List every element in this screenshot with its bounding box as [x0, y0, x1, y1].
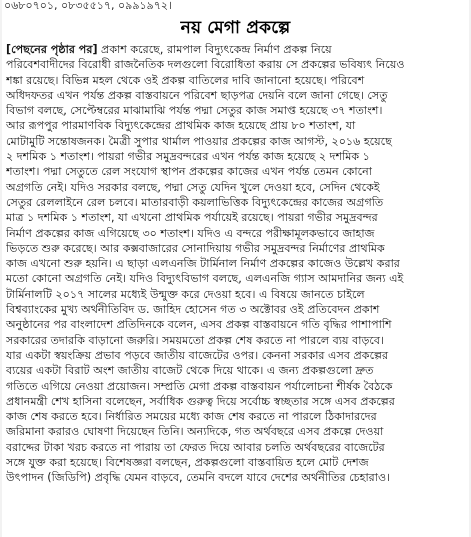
article-line-7: মোটামুটি সন্তোষজনক। মৈত্রী সুপার থার্মাল পাওয়ার প্রকল্পের কাজ আগস্ট, ২০১৬ হয়েছে	[6, 134, 392, 148]
article-line-1	[6, 42, 465, 57]
article-line-18: বিশ্বব্যাংকের মুখ্য অর্থনীতিবিদ ড. জাহিদ হোসেন গত ৩ অক্টোবর ওই প্রতিবেদন প্রকাশ	[6, 303, 380, 317]
article-line-26: জরিমানা করারও ঘোষণা দিয়েছেন তিনি। অন্যদিকে, গত অর্থবছরে এসব প্রকল্পে দেওয়া	[6, 425, 384, 439]
article-line-8: ২ দশমিক ১ শতাংশ। পায়রা গভীর সমুদ্রবন্দরের এখন পর্যন্ত কাজ হয়েছে ২ দশমিক ১	[6, 150, 370, 164]
article-line-2: পরিবেশবাদীদের বিরোধী রাজনৈতিক দলগুলো বিরোধিতা করায় সে প্রকল্পের ভবিষ্যৎ নিয়েও	[6, 58, 405, 72]
article-line-16: মতো কোনো অগ্রগতি নেই। যদিও বিদ্যুৎবিভাগ বলছে, এলএনজি গ্যাস আমদানির জন্য এই	[6, 272, 404, 286]
article-line-20: সরকারের তদারকি বাড়ানো জরুরি। সময়মতো প্রকল্প শেষ করতে না পারলে ব্যয় বাড়বে।	[6, 333, 384, 347]
article-line-5: বিভাগ বলছে, সেপ্টেম্বরের মাঝামাঝি পর্যন্ত পদ্মা সেতুর কাজ সমাপ্ত হয়েছে ৩৭ শতাংশ।	[6, 104, 383, 118]
article-line-24: প্রধানমন্ত্রী শেখ হাসিনা বলেছেন, সর্বাধিক গুরুত্ব দিয়ে সর্বোচ্চ স্বচ্ছতার সঙ্গে এসব প্রকল্পের	[6, 394, 395, 408]
article-line-11: সেতুর রেললাইনে রেল চলবে। মাতারবাড়ী কয়লাভিত্তিক বিদ্যুৎকেন্দ্রের কাজের অগ্রগতি	[6, 195, 384, 209]
article-line-29: উৎপাদন (জিডিপি) প্রবৃদ্ধি যেমন বাড়বে, তেমনি বদলে যাবে দেশের অর্থনীতির চেহারাও।	[6, 471, 391, 485]
article-line-23: গতিতে এগিয়ে নেওয়া প্রয়োজন। সম্প্রতি মেগা প্রকল্প বাস্তবায়ন পর্যালোচনা শীর্ষক বৈঠকে	[6, 379, 393, 393]
article-line-1-text: প্রকাশ করেছে, রামপাল বিদ্যুৎকেন্দ্র নির্মাণ প্রকল্প নিয়ে	[97, 43, 332, 56]
article-body	[6, 42, 465, 534]
article-headline: নয় মেগা প্রকল্পে	[180, 18, 291, 38]
article-line-21: যার একটা স্বয়ংক্রিয় প্রভাব পড়বে জাতীয় বাজেটের ওপর। কেননা সরকার এসব প্রকল্পের	[6, 348, 389, 362]
article-line-10: অগ্রগতি নেই। যদিও সরকার বলছে, পদ্মা সেতু যেদিন খুলে দেওয়া হবে, সেদিন থেকেই	[6, 180, 380, 194]
article-line-13: নির্মাণ প্রকল্পের কাজ এগিয়েছে ৩০ শতাংশ। যদিও এ বন্দরে পরীক্ষামূলকভাবে জাহাজ	[6, 226, 375, 240]
left-edge	[0, 0, 2, 537]
article-line-17: টার্মিনালটি ২০১৭ সালের মধ্যেই উন্মুক্ত করে দেওয়া হবে। এ বিষয়ে জানতে চাইলে	[6, 287, 365, 301]
article-line-19: অনুষ্ঠানের পর বাংলাদেশ প্রতিদিনকে বলেন, এসব প্রকল্প বাস্তবায়নে গতি বৃদ্ধির পাশাপাশি	[6, 318, 392, 332]
article-line-3: শঙ্কা রয়েছে। বিভিন্ন মহল থেকে ওই প্রকল্প বাতিলের দাবি জানানো হয়েছে। পরিবেশ	[6, 73, 365, 87]
article-line-25: কাজ শেষ করতে হবে। নির্ধারিত সময়ের মধ্যে কাজ শেষ করতে না পারলে ঠিকাদারদের	[6, 410, 377, 424]
continuation-label: [পেছনের পৃষ্ঠার পর]	[6, 43, 98, 56]
article-line-22: ব্যয়ের একটা বিরাট অংশ জাতীয় বাজেট থেকে দিয়ে থাকে। এ জন্য প্রকল্পগুলো দ্রুত	[6, 364, 374, 378]
article-line-28: সঙ্গে যুক্ত করা হয়েছে। বিশেষজ্ঞরা বলছেন, প্রকল্পগুলো বাস্তবায়িত হলে মোট দেশজ	[6, 456, 369, 470]
article-line-9: শতাংশ। পদ্মা সেতুতে রেল সংযোগ স্থাপন প্রকল্পের কাজের এখন পর্যন্ত তেমন কোনো	[6, 165, 372, 179]
top-cutoff-text: ০৬৮০৭০১, ০৮৩৫৫১৭, ০৯৯১৯৭২।	[4, 0, 172, 12]
article-line-14: ভিড়তে শুরু করেছে। আর কক্সবাজারের সোনাদিয়ায় গভীর সমুদ্রবন্দর নির্মাণের প্রাথমিক	[6, 241, 385, 255]
article-line-15: কাজ এখনো শুরু হয়নি। এ ছাড়া এলএনজি টার্মিনাল নির্মাণ প্রকল্পের কাজেও উল্লেখ করার	[6, 257, 400, 271]
article-line-27: বরাদ্দের টাকা খরচ করতে না পারায় তা ফেরত দিয়ে আবার চলতি অর্থবছরের বাজেটের	[6, 440, 385, 454]
article-line-4: অধিদফতর এখন পর্যন্ত প্রকল্প বাস্তবায়নে পরিবেশ ছাড়পত্র দেয়নি বলে জানা গেছে। সেতু	[6, 88, 388, 102]
article-line-12: মাত্র ১ দশমিক ১ শতাংশ, যা এখনো প্রাথমিক পর্যায়েই রয়েছে। পায়রা গভীর সমুদ্রবন্দর	[6, 211, 378, 225]
article-line-6: আর রূপপুর পারমাণবিক বিদ্যুৎকেন্দ্রের প্রাথমিক কাজ হয়েছে প্রায় ৮০ শতাংশ, যা	[6, 119, 356, 133]
